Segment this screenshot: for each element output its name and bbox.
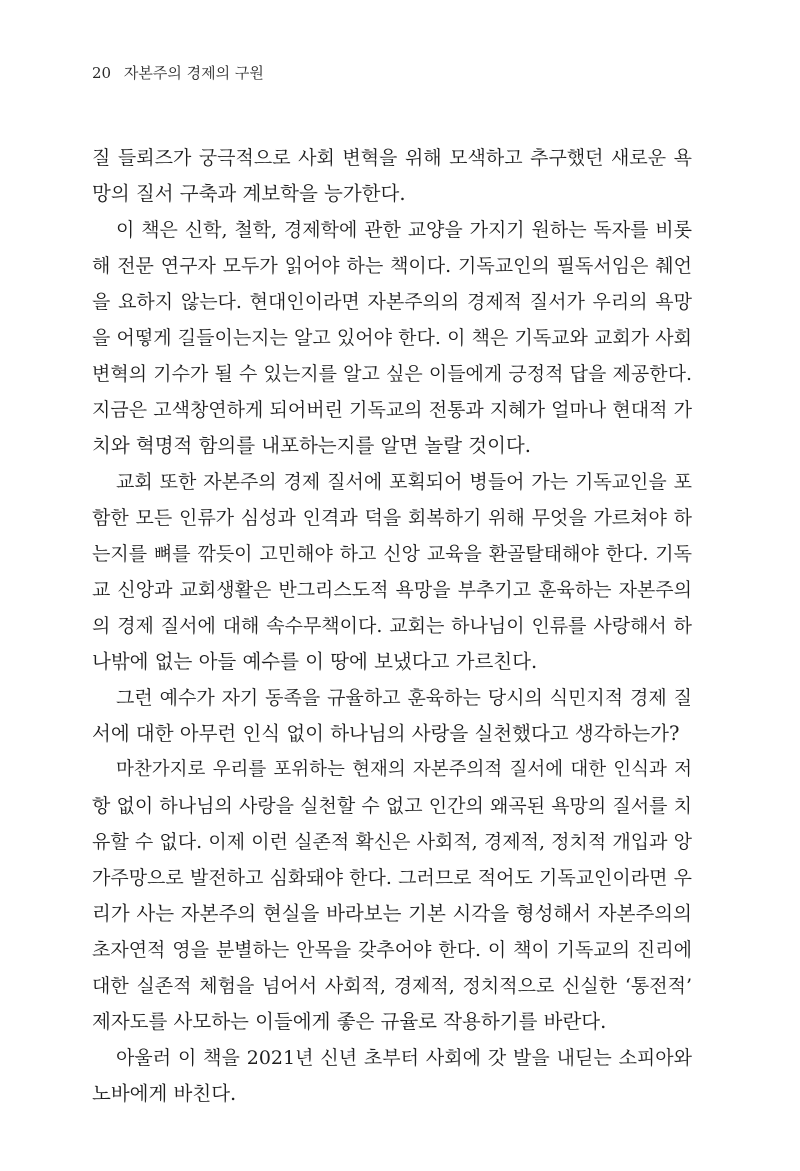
text-line: 이 책은 신학, 철학, 경제학에 관한 교양을 가지기 원하는 독자를 비롯 bbox=[116, 219, 692, 241]
text-line: 나밖에 없는 아들 예수를 이 땅에 보냈다고 가르친다. bbox=[92, 650, 538, 673]
text-line: 의 경제 질서에 대해 속수무책이다. 교회는 하나님이 인류를 사랑해서 하 bbox=[92, 615, 692, 637]
text-line: 을 어떻게 길들이는지는 알고 있어야 한다. 이 책은 기독교와 교회가 사회 bbox=[92, 327, 692, 349]
text-line: 지금은 고색창연하게 되어버린 기독교의 전통과 지혜가 얼마나 현대적 가 bbox=[92, 399, 692, 421]
text-line: 유할 수 없다. 이제 이런 실존적 확신은 사회적, 경제적, 정치적 개입과 앙 bbox=[92, 831, 692, 853]
running-header bbox=[92, 63, 264, 83]
text-line: 마찬가지로 우리를 포위하는 현재의 자본주의적 질서에 대한 인식과 저 bbox=[116, 759, 692, 780]
text-line: 노바에게 바친다. bbox=[92, 1082, 237, 1105]
text-line: 함한 모든 인류가 심성과 인격과 덕을 회복하기 위해 무엇을 가르쳐야 하 bbox=[92, 507, 692, 529]
text-line: 그런 예수가 자기 동족을 규율하고 훈육하는 당시의 식민지적 경제 질 bbox=[116, 687, 692, 709]
text-line: 제자도를 사모하는 이들에게 좋은 규율로 작용하기를 바란다. bbox=[92, 1010, 607, 1033]
text-line: 망의 질서 구축과 계보학을 능가한다. bbox=[92, 182, 406, 205]
text-line: 항 없이 하나님의 사랑을 실천할 수 없고 인간의 왜곡된 욕망의 질서를 치 bbox=[92, 795, 692, 817]
text-line: 는지를 뼈를 깎듯이 고민해야 하고 신앙 교육을 환골탈태해야 한다. 기독 bbox=[92, 543, 692, 565]
text-line: 치와 혁명적 함의를 내포하는지를 알면 놀랄 것이다. bbox=[92, 434, 531, 457]
text-line: 가주망으로 발전하고 심화돼야 한다. 그러므로 적어도 기독교인이라면 우 bbox=[92, 867, 692, 889]
text-line: 질 들뢰즈가 궁극적으로 사회 변혁을 위해 모색하고 추구했던 새로운 욕 bbox=[92, 147, 692, 169]
book-title: 자본주의 경제의 구원 bbox=[123, 64, 264, 82]
text-line: 서에 대한 아무런 인식 없이 하나님의 사랑을 실천했다고 생각하는가? bbox=[92, 722, 680, 745]
text-line: 해 전문 연구자 모두가 읽어야 하는 책이다. 기독교인의 필독서임은 췌언 bbox=[92, 255, 692, 277]
text-line: 변혁의 기수가 될 수 있는지를 알고 싶은 이들에게 긍정적 답을 제공한다. bbox=[92, 363, 692, 385]
text-line: 리가 사는 자본주의 현실을 바라보는 기본 시각을 형성해서 자본주의의 bbox=[92, 902, 692, 925]
page-number: 20 bbox=[92, 64, 112, 82]
body-text bbox=[92, 140, 692, 1112]
text-line: 대한 실존적 체험을 넘어서 사회적, 경제적, 정치적으로 신실한 ‘통전적’ bbox=[92, 975, 692, 997]
text-line: 교회 또한 자본주의 경제 질서에 포획되어 병들어 가는 기독교인을 포 bbox=[116, 471, 692, 493]
text-line: 을 요하지 않는다. 현대인이라면 자본주의의 경제적 질서가 우리의 욕망 bbox=[92, 291, 692, 313]
text-line: 아울러 이 책을 2021년 신년 초부터 사회에 갓 발을 내딛는 소피아와 bbox=[116, 1047, 692, 1069]
text-line: 초자연적 영을 분별하는 안목을 갖추어야 한다. 이 책이 기독교의 진리에 bbox=[92, 939, 692, 961]
text-line: 교 신앙과 교회생활은 반그리스도적 욕망을 부추기고 훈육하는 자본주의 bbox=[92, 579, 692, 601]
